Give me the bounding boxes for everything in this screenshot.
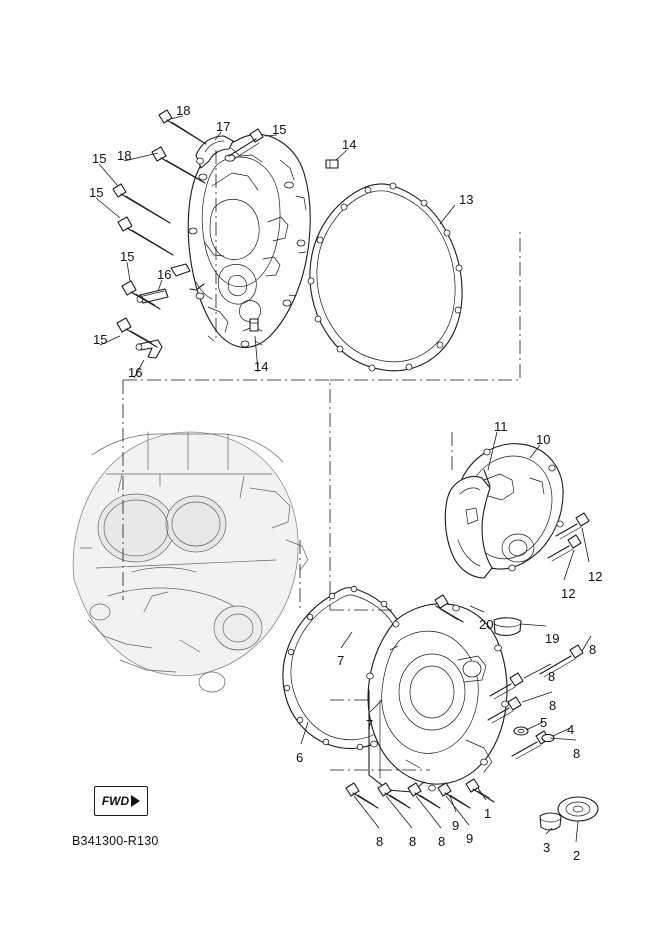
callout-15: 15 xyxy=(272,122,287,137)
dowel-pin-part-14-upper xyxy=(326,160,338,168)
callout-13: 13 xyxy=(459,192,474,207)
fwd-label: FWD xyxy=(101,794,130,808)
callout-14: 14 xyxy=(342,137,357,152)
callout-12-b: 12 xyxy=(561,586,576,601)
bolt-part-15-top xyxy=(229,129,263,159)
bolt-part-8-b2 xyxy=(378,783,410,808)
gasket-part-13 xyxy=(308,183,462,371)
callout-8-d: 8 xyxy=(573,746,581,761)
callout-14-b: 14 xyxy=(254,359,269,374)
bolt-part-8-r1 xyxy=(540,645,583,677)
callout-8: 8 xyxy=(589,642,597,657)
callout-11: 11 xyxy=(494,419,508,434)
callout-15-b: 15 xyxy=(92,151,107,166)
callout-10: 10 xyxy=(536,432,551,447)
callout-8-b: 8 xyxy=(548,669,556,684)
callout-5: 5 xyxy=(540,715,548,730)
callout-20: 20 xyxy=(479,617,494,632)
callout-16: 16 xyxy=(157,267,172,282)
right-arrow-icon xyxy=(131,795,140,807)
clamp-part-16-upper xyxy=(137,289,168,303)
bolt-part-9-b4 xyxy=(438,783,470,808)
bolt-part-15-second xyxy=(113,184,170,223)
callout-18: 18 xyxy=(176,103,191,118)
callout-8-e: 8 xyxy=(376,834,384,849)
callout-15-e: 15 xyxy=(93,332,108,347)
callout-2: 2 xyxy=(573,848,581,863)
callout-8-g: 8 xyxy=(438,834,446,849)
crankcase-right-half xyxy=(171,134,310,347)
callout-6: 6 xyxy=(296,750,304,765)
bolt-part-15-fifth xyxy=(117,318,157,347)
dowel-pin-part-14-lower xyxy=(250,319,258,331)
callout-15-d: 15 xyxy=(120,249,135,264)
washer-part-5 xyxy=(514,727,528,735)
callout-9: 9 xyxy=(452,818,460,833)
callout-17: 17 xyxy=(216,119,231,134)
callout-15-c: 15 xyxy=(89,185,104,200)
diagram-part-code: B341300-R130 xyxy=(72,834,159,848)
callout-9-b: 9 xyxy=(466,831,474,846)
bolt-part-8-b1 xyxy=(346,783,378,808)
fwd-direction-marker xyxy=(94,786,148,816)
callout-1: 1 xyxy=(484,806,492,821)
callout-7: 7 xyxy=(337,653,345,668)
cap-part-2 xyxy=(558,797,598,821)
callout-18-b: 18 xyxy=(117,148,132,163)
callout-7-b: 7 xyxy=(366,717,374,732)
callout-12: 12 xyxy=(588,569,603,584)
engine-block-assembly xyxy=(73,432,308,692)
callout-8-c: 8 xyxy=(549,698,557,713)
callout-3: 3 xyxy=(543,840,551,855)
callout-19: 19 xyxy=(545,631,560,646)
plug-part-3 xyxy=(540,813,561,830)
plug-part-19 xyxy=(494,618,521,636)
callout-8-f: 8 xyxy=(409,834,417,849)
callout-16-b: 16 xyxy=(128,365,143,380)
callout-4: 4 xyxy=(567,722,575,737)
bolt-part-12-lower xyxy=(548,535,581,561)
